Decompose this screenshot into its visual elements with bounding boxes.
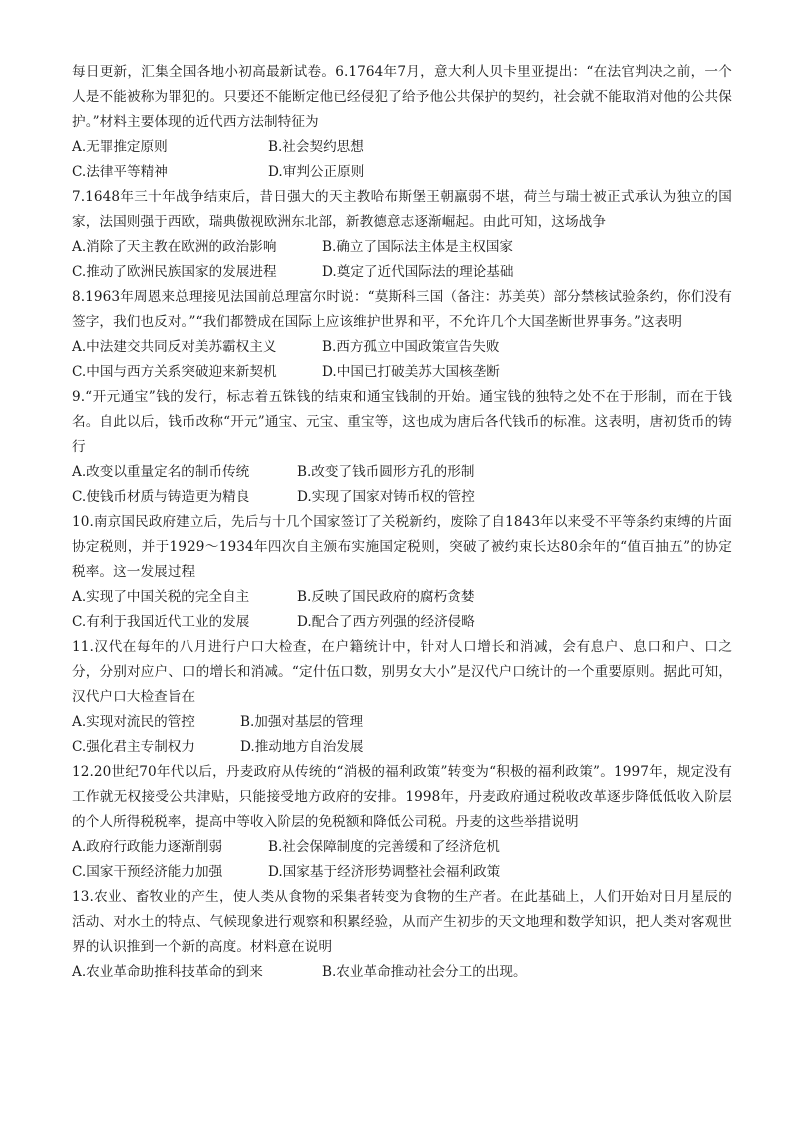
question-7-options-row1: [72, 235, 732, 260]
option-d: D.审判公正原则: [268, 164, 365, 180]
option-a: A.消除了天主教在欧洲的政治影响: [72, 239, 277, 255]
option-b: B.社会保障制度的完善缓和了经济危机: [268, 839, 500, 855]
option-d: D.配合了西方列强的经济侵略: [297, 614, 475, 630]
option-b: B.反映了国民政府的腐朽贪婪: [297, 589, 475, 605]
question-9-options-row2: [72, 485, 732, 510]
question-11-stem: 11.汉代在每年的八月进行户口大检查，在户籍统计中，针对人口增长和消减，会有息户、息口和户、口之分，分别对应户、口的增长和消减。“定什伍口数，别男女大小”是汉代户口统计的一个重要原则。据此可知，汉代户口大检查旨在: [72, 639, 732, 705]
question-11-options-row2: [72, 735, 732, 760]
option-a: A.实现了中国关税的完全自主: [72, 589, 250, 605]
option-c: C.中国与西方关系突破迎来新契机: [72, 364, 277, 380]
question-9-stem: 9.“开元通宝”钱的发行，标志着五铢钱的结束和通宝钱制的开始。通宝钱的独特之处不在于形制，而在于钱名。自此以后，钱币改称“开元”通宝、元宝、重宝等，这也成为唐后各代钱币的标准。这表明，唐初货币的铸行: [72, 389, 732, 455]
option-a: A.无罪推定原则: [72, 139, 168, 155]
question-10-options-row2: [72, 610, 732, 635]
question-6-options-row2: [72, 160, 732, 185]
question-10-stem: 10.南京国民政府建立后，先后与十几个国家签订了关税新约，废除了自1843年以来受不平等条约束缚的片面协定税则，并于1929～1934年四次自主颁布实施国定税则，突破了被约束长达80余年的“值百抽五”的协定税率。这一发展过程: [72, 514, 732, 580]
question-8-stem: 8.1963年周恩来总理接见法国前总理富尔时说：“莫斯科三国（备注：苏美英）部分禁核试验条约，你们没有签字，我们也反对。”“我们都赞成在国际上应该维护世界和平，不允许几个大国垄断世界事务。”这表明: [72, 289, 732, 330]
option-b: B.社会契约思想: [268, 139, 364, 155]
option-c: C.法律平等精神: [72, 164, 168, 180]
question-8-options-row2: [72, 360, 732, 385]
option-c: C.强化君主专制权力: [72, 739, 195, 755]
option-b: B.确立了国际法主体是主权国家: [322, 239, 514, 255]
question-6-options-row1: [72, 135, 732, 160]
intro-text: 每日更新，汇集全国各地小初高最新试卷。: [72, 64, 336, 80]
option-a: A.农业革命助推科技革命的到来: [72, 964, 263, 980]
question-stem: 6.1764年7月，意大利人贝卡里亚提出：“在法官判决之前，一个人是不能被称为罪犯的。只要还不能断定他已经侵犯了给予他公共保护的契约，社会就不能取消对他的公共保护。”材料主要体现的近代西方法制特征为: [72, 64, 732, 130]
option-d: D.推动地方自治发展: [240, 739, 364, 755]
option-b: B.改变了钱币圆形方孔的形制: [297, 464, 475, 480]
exam-page: [72, 60, 732, 985]
question-12-options-row1: [72, 835, 732, 860]
question-10-options-row1: [72, 585, 732, 610]
option-c: C.推动了欧洲民族国家的发展进程: [72, 264, 277, 280]
option-b: B.农业革命推动社会分工的出现。: [322, 964, 527, 980]
question-12-stem: 12.20世纪70年代以后，丹麦政府从传统的“消极的福利政策”转变为“积极的福利政策”。1997年，规定没有工作就无权接受公共津贴，只能接受地方政府的安排。1998年，丹麦政府通过税收改革逐步降低低收入阶层的个人所得税税率，提高中等收入阶层的免税额和降低公司税。丹麦的这些举措说明: [72, 764, 732, 830]
option-d: D.国家基于经济形势调整社会福利政策: [268, 864, 501, 880]
question-13-stem: 13.农业、畜牧业的产生，使人类从食物的采集者转变为食物的生产者。在此基础上，人们开始对日月星辰的活动、对水土的特点、气候现象进行观察和积累经验，从而产生初步的天文地理和数学知识，把人类对客观世界的认识推到一个新的高度。材料意在说明: [72, 889, 732, 955]
question-9-options-row1: [72, 460, 732, 485]
option-b: B.加强对基层的管理: [240, 714, 364, 730]
option-a: A.政府行政能力逐渐削弱: [72, 839, 223, 855]
question-6-stem: [72, 60, 732, 135]
question-8-options-row1: [72, 335, 732, 360]
question-13-options-row1: [72, 960, 732, 985]
option-c: C.使钱币材质与铸造更为精良: [72, 489, 250, 505]
option-d: D.实现了国家对铸币权的管控: [297, 489, 475, 505]
question-12-options-row2: [72, 860, 732, 885]
option-a: A.改变以重量定名的制币传统: [72, 464, 250, 480]
question-7-stem: 7.1648年三十年战争结束后，昔日强大的天主教哈布斯堡王朝羸弱不堪，荷兰与瑞士被正式承认为独立的国家，法国则强于西欧，瑞典傲视欧洲东北部，新教德意志逐渐崛起。由此可知，这场战争: [72, 189, 732, 230]
option-d: D.奠定了近代国际法的理论基础: [322, 264, 514, 280]
option-d: D.中国已打破美苏大国核垄断: [322, 364, 500, 380]
option-c: C.有利于我国近代工业的发展: [72, 614, 250, 630]
option-a: A.中法建交共同反对美苏霸权主义: [72, 339, 277, 355]
question-11-options-row1: [72, 710, 732, 735]
option-b: B.西方孤立中国政策宣告失败: [322, 339, 500, 355]
question-7-options-row2: [72, 260, 732, 285]
option-c: C.国家干预经济能力加强: [72, 864, 223, 880]
option-a: A.实现对流民的管控: [72, 714, 195, 730]
